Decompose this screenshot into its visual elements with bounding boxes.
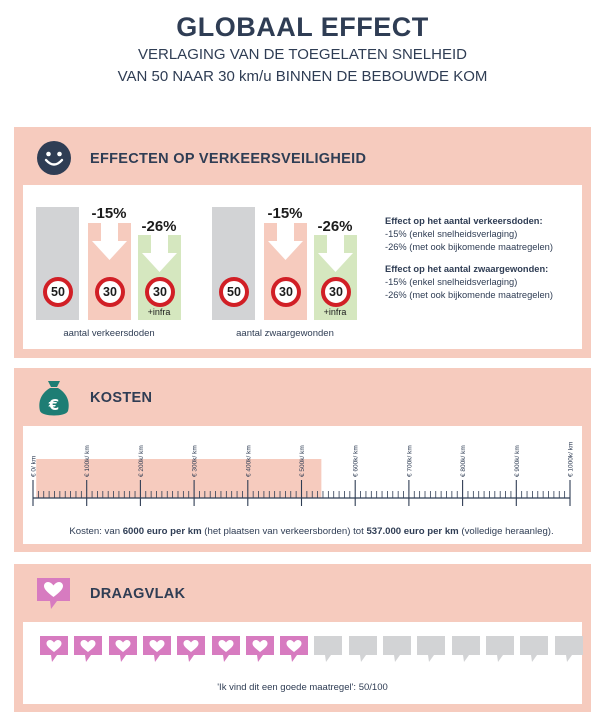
cost-scale-label: € 1000k/ km xyxy=(567,441,575,477)
heart-empty-icon xyxy=(554,635,584,668)
safety-title: EFFECTEN OP VERKEERSVEILIGHEID xyxy=(90,151,367,167)
heart-filled-icon xyxy=(211,635,241,668)
cost-scale xyxy=(23,426,582,518)
legend-deaths-line2: -26% (met ook bijkomende maatregelen) xyxy=(385,242,553,252)
pct-with-measures: -26% xyxy=(317,218,353,235)
heart-filled-icon xyxy=(142,635,172,668)
safety-legend xyxy=(385,215,553,302)
costs-max-value: 537.000 euro per km xyxy=(366,526,459,537)
page-subtitle-line2: VAN 50 NAAR 30 km/u BINNEN DE BEBOUWDE KOM xyxy=(117,68,488,85)
cost-scale-label: € 900k/ km xyxy=(513,445,521,477)
heart-empty-icon xyxy=(485,635,515,668)
speed-sign-30: 30 xyxy=(95,277,125,307)
cost-scale-label: € 200k/ km xyxy=(137,445,145,477)
pct-speed-only: -15% xyxy=(267,205,303,222)
cost-scale-label: € 700k/ km xyxy=(406,445,414,477)
support-quote: 'Ik vind dit een goede maatregel': 50/100 xyxy=(217,682,388,693)
legend-deaths-title: Effect op het aantal verkeersdoden: xyxy=(385,216,543,226)
legend-injured-line2: -26% (met ook bijkomende maatregelen) xyxy=(385,290,553,300)
infra-label: +infra xyxy=(323,307,347,317)
speed-sign-30-infra: 30 xyxy=(145,277,175,307)
speed-sign-30: 30 xyxy=(271,277,301,307)
safety-panel xyxy=(14,127,591,358)
legend-deaths-line1: -15% (enkel snelheidsverlaging) xyxy=(385,229,518,239)
down-arrow-icon xyxy=(267,223,304,261)
costs-panel xyxy=(14,368,591,552)
support-content xyxy=(23,622,582,704)
down-arrow-icon xyxy=(91,223,128,261)
cost-scale-label: € 100k/ km xyxy=(84,445,92,477)
cost-scale-label: € 600k/ km xyxy=(352,445,360,477)
heart-empty-icon xyxy=(348,635,378,668)
cost-scale-label: € 300k/ km xyxy=(191,445,199,477)
costs-content xyxy=(23,426,582,544)
heart-empty-icon xyxy=(451,635,481,668)
svg-text:€: € xyxy=(48,396,60,414)
money-bag-euro-icon xyxy=(38,379,70,419)
heart-filled-icon xyxy=(176,635,206,668)
down-arrow-icon xyxy=(317,235,354,273)
costs-title: KOSTEN xyxy=(90,390,153,406)
heart-empty-icon xyxy=(313,635,343,668)
cost-scale-label: € 400k/ km xyxy=(245,445,253,477)
down-arrow-icon xyxy=(141,235,178,273)
cost-range-highlight xyxy=(36,459,321,498)
pct-with-measures: -26% xyxy=(141,218,177,235)
speed-sign-30-infra: 30 xyxy=(321,277,351,307)
costs-text-prefix: Kosten: van xyxy=(69,526,123,537)
cost-scale-label: € 0/ km xyxy=(30,455,38,477)
heart-filled-icon xyxy=(73,635,103,668)
heart-empty-icon xyxy=(519,635,549,668)
cost-scale-label: € 800k/ km xyxy=(460,445,468,477)
support-title: DRAAGVLAK xyxy=(90,586,186,602)
heart-empty-icon xyxy=(416,635,446,668)
heart-empty-icon xyxy=(382,635,412,668)
costs-text-mid: (het plaatsen van verkeersborden) tot xyxy=(201,526,367,537)
page-subtitle-line1: VERLAGING VAN DE TOEGELATEN SNELHEID xyxy=(138,46,467,63)
cost-scale-label: € 500k/ km xyxy=(299,445,306,477)
support-panel xyxy=(14,564,591,712)
safety-content xyxy=(23,185,582,349)
costs-text-suffix: (volledige heraanleg). xyxy=(458,526,554,537)
speed-sign-50: 50 xyxy=(219,277,249,307)
page-title: GLOBAAL EFFECT xyxy=(176,12,429,42)
costs-min-value: 6000 euro per km xyxy=(122,526,202,537)
speed-sign-50: 50 xyxy=(43,277,73,307)
costs-description xyxy=(23,526,600,537)
pct-speed-only: -15% xyxy=(91,205,127,222)
heart-message-icon xyxy=(35,576,72,612)
caption-injured: aantal zwaargewonden xyxy=(236,328,334,339)
infra-label: +infra xyxy=(147,307,171,317)
heart-filled-icon xyxy=(108,635,138,668)
caption-deaths: aantal verkeersdoden xyxy=(63,328,155,339)
heart-filled-icon xyxy=(279,635,309,668)
smiley-icon xyxy=(36,140,72,176)
heart-filled-icon xyxy=(245,635,275,668)
heart-filled-icon xyxy=(39,635,69,668)
legend-injured-title: Effect op het aantal zwaargewonden: xyxy=(385,264,549,274)
legend-injured-line1: -15% (enkel snelheidsverlaging) xyxy=(385,277,518,287)
